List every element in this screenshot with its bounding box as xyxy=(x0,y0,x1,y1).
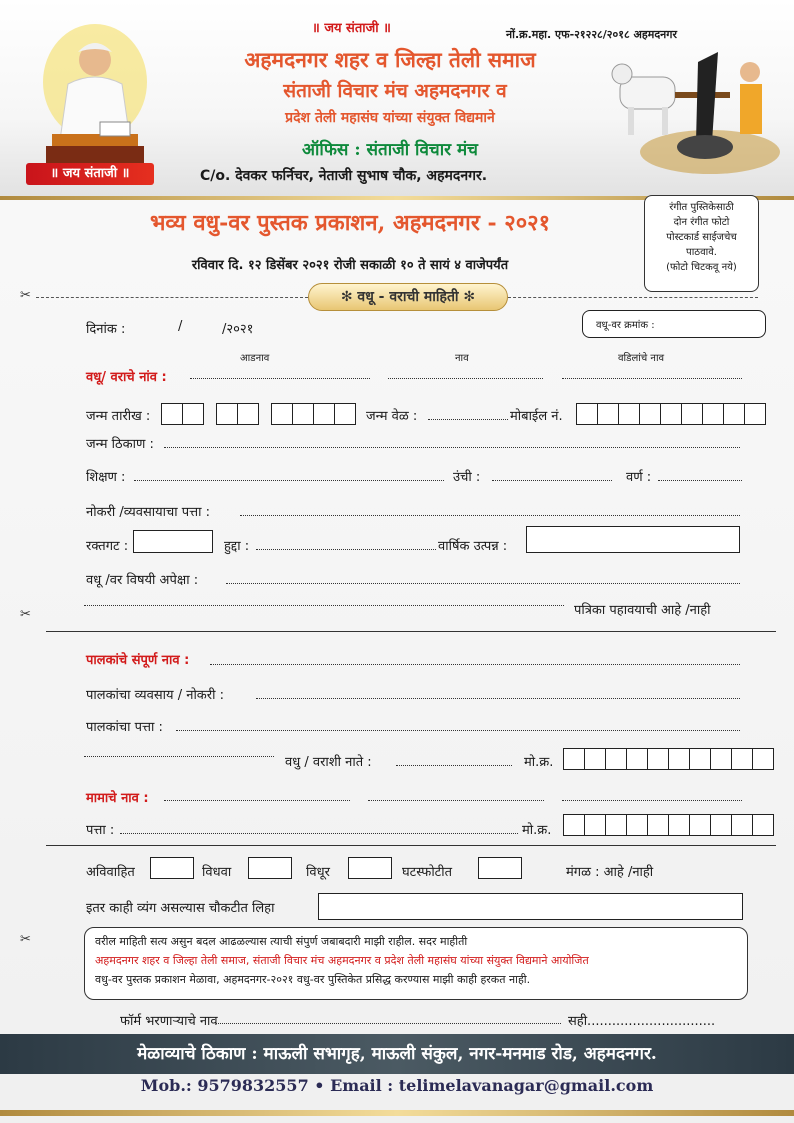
parent-job-label: पालकांचा व्यवसाय / नोकरी : xyxy=(86,688,224,703)
mama-address-label: पत्ता : xyxy=(86,823,115,838)
mobile-cells[interactable] xyxy=(576,403,765,425)
serial-label: वधू-वर क्रमांक : xyxy=(596,320,655,331)
mama-mobile-label: मो.क्र. xyxy=(522,823,552,838)
mobile-label: मोबाईल नं. xyxy=(510,409,563,424)
title-line-3: प्रदेश तेली महासंघ यांच्या संयुक्त विद्यमाने xyxy=(285,110,495,126)
col-name: नाव xyxy=(455,353,469,364)
blood-group-field[interactable] xyxy=(133,530,213,553)
pob-field[interactable] xyxy=(164,447,740,448)
widow-label: विधवा xyxy=(202,865,232,880)
cut-line xyxy=(36,297,308,298)
jay-santaji-top: ॥ जय संताजी ॥ xyxy=(312,21,391,36)
filler-name-label: फॉर्म भरणाऱ्याचे नाव xyxy=(120,1014,218,1029)
relation-field[interactable] xyxy=(396,765,512,766)
relation-label: वधु / वराशी नाते : xyxy=(285,755,372,770)
income-label: वार्षिक उत्पन्न : xyxy=(438,539,508,554)
parent-job-field[interactable] xyxy=(256,698,740,699)
parent-mobile-label: मो.क्र. xyxy=(524,755,554,770)
maternal-uncle-label: मामाचे नाव : xyxy=(86,791,149,806)
post-label: हुद्दा : xyxy=(224,539,250,554)
scissors-icon: ✂ xyxy=(20,932,31,947)
widower-label: विधूर xyxy=(306,865,330,880)
height-label: उंची : xyxy=(453,470,481,485)
parent-address-field[interactable] xyxy=(176,730,740,731)
declaration-box xyxy=(84,927,748,1000)
declaration-line-1: वरील माहिती सत्य असुन बदल आढळल्यास त्याची संपुर्ण जबाबदारी माझी राहील. सदर माहीती xyxy=(95,935,468,948)
contact-line: Mob.: 9579832557 • Email : telimelavanagar@gmail.com xyxy=(140,1076,654,1095)
surname-field[interactable] xyxy=(190,378,370,379)
dob-label: जन्म तारीख : xyxy=(86,409,151,424)
tob-field[interactable] xyxy=(428,419,508,420)
signature-label[interactable]: सही............................... xyxy=(568,1014,716,1029)
date-label: दिनांक : xyxy=(86,322,126,337)
section-divider xyxy=(46,845,776,846)
mama-name-field[interactable] xyxy=(368,800,544,801)
mangal-label[interactable]: मंगळ : आहे /नाही xyxy=(566,865,654,880)
divorced-box[interactable] xyxy=(478,857,522,879)
divorced-label: घटस्फोटीत xyxy=(402,865,453,880)
expectations-field[interactable] xyxy=(226,583,740,584)
dob-day-cells[interactable] xyxy=(161,403,203,425)
education-label: शिक्षण : xyxy=(86,470,126,485)
photo-note xyxy=(644,195,759,292)
tob-label: जन्म वेळ : xyxy=(366,409,418,424)
widower-box[interactable] xyxy=(348,857,392,879)
disability-label: इतर काही व्यंग असल्यास चौकटीत लिहा xyxy=(86,901,275,916)
declaration-line-3: वधु-वर पुस्तक प्रकाशन मेळावा, अहमदनगर-२०२१ वधु-वर पुस्तिकेत प्रसिद्ध करण्यास माझी काही हरकत नाही. xyxy=(95,973,531,986)
unmarried-box[interactable] xyxy=(150,857,194,879)
jay-santaji-badge: ॥ जय संताजी ॥ xyxy=(26,163,154,185)
declaration-line-2: अहमदनगर शहर व जिल्हा तेली समाज, संताजी विचार मंच अहमदनगर व प्रदेश तेली महासंघ यांच्या संयुक्त विद्यमाने आयोजित xyxy=(95,954,589,967)
photo-note-line: रंगीत पुस्तिकेसाठी xyxy=(669,202,734,213)
complexion-field[interactable] xyxy=(658,480,742,481)
disability-field[interactable] xyxy=(318,893,743,920)
mama-father-field[interactable] xyxy=(562,800,742,801)
filler-name-field[interactable] xyxy=(216,1023,561,1024)
complexion-label: वर्ण : xyxy=(626,470,652,485)
venue-bar: मेळाव्याचे ठिकाण : माऊली सभागृह, माऊली संकुल, नगर-मनमाड रोड, अहमदनगर. xyxy=(0,1034,794,1074)
mama-address-field[interactable] xyxy=(120,833,518,834)
oil-mill-bull-icon xyxy=(600,32,780,182)
photo-note-line: पाठवावे. xyxy=(686,247,717,258)
pob-label: जन्म ठिकाण : xyxy=(86,437,154,452)
name-label: वधू/ वराचे नांव : xyxy=(86,370,167,385)
first-name-field[interactable] xyxy=(388,378,543,379)
event-date: रविवार दि. १२ डिसेंबर २०२१ रोजी सकाळी १० ते सायं ४ वाजेपर्यंत xyxy=(191,258,509,273)
office-address: C/o. देवकर फर्निचर, नेताजी सुभाष चौक, अहमदनगर. xyxy=(200,168,488,184)
title-line-2: संताजी विचार मंच अहमदनगर व xyxy=(283,80,507,102)
parent-address-field-2[interactable] xyxy=(84,756,274,757)
scissors-icon: ✂ xyxy=(20,607,31,622)
mama-mobile-cells[interactable] xyxy=(563,814,773,836)
footer-divider xyxy=(0,1110,794,1116)
section-divider xyxy=(46,631,776,632)
blood-group-label: रक्तगट : xyxy=(86,539,129,554)
date-year: /२०२१ xyxy=(222,322,254,337)
col-father: वडिलांचे नाव xyxy=(618,353,665,364)
saint-portrait-icon xyxy=(40,22,150,172)
parent-address-label: पालकांचा पत्ता : xyxy=(86,720,163,735)
mama-surname-field[interactable] xyxy=(164,800,350,801)
photo-note-line: दोन रंगीत फोटो xyxy=(673,217,730,228)
income-field[interactable] xyxy=(526,526,740,553)
dob-month-cells[interactable] xyxy=(216,403,258,425)
job-label: नोकरी /व्यवसायाचा पत्ता : xyxy=(86,505,211,520)
job-field[interactable] xyxy=(240,515,740,516)
parent-name-field[interactable] xyxy=(210,664,740,665)
unmarried-label: अविवाहित xyxy=(86,865,135,880)
section-pill: ✻ वधू - वराची माहिती ✻ xyxy=(308,283,508,311)
event-title: भव्य वधु-वर पुस्तक प्रकाशन, अहमदनगर - २०२१ xyxy=(149,210,551,236)
cut-line xyxy=(508,297,758,298)
scissors-icon: ✂ xyxy=(20,288,31,303)
office-label: ऑफिस : संताजी विचार मंच xyxy=(302,140,478,160)
col-surname: आडनाव xyxy=(240,353,270,364)
registration-number: नों.क्र.महा. एफ-२१२२८/२०१८ अहमदनगर xyxy=(506,28,677,41)
parent-name-label: पालकांचे संपूर्ण नाव : xyxy=(86,653,190,668)
dob-year-cells[interactable] xyxy=(271,403,355,425)
expectations-label: वधू /वर विषयी अपेक्षा : xyxy=(86,573,199,588)
father-name-field[interactable] xyxy=(562,378,742,379)
title-line-1: अहमदनगर शहर व जिल्हा तेली समाज xyxy=(244,47,536,72)
kundli-label[interactable]: पत्रिका पहावयाची आहे /नाही xyxy=(574,603,711,618)
widow-box[interactable] xyxy=(248,857,292,879)
post-field[interactable] xyxy=(256,549,436,550)
parent-mobile-cells[interactable] xyxy=(563,748,773,770)
photo-note-line: पोस्टकार्ड साईजचेच xyxy=(666,232,737,243)
photo-note-line: (फोटो चिटकवू नये) xyxy=(666,262,737,273)
expectations-field-2[interactable] xyxy=(84,605,564,606)
education-field[interactable] xyxy=(134,480,444,481)
date-slash: / xyxy=(178,319,183,334)
height-field[interactable] xyxy=(492,480,612,481)
